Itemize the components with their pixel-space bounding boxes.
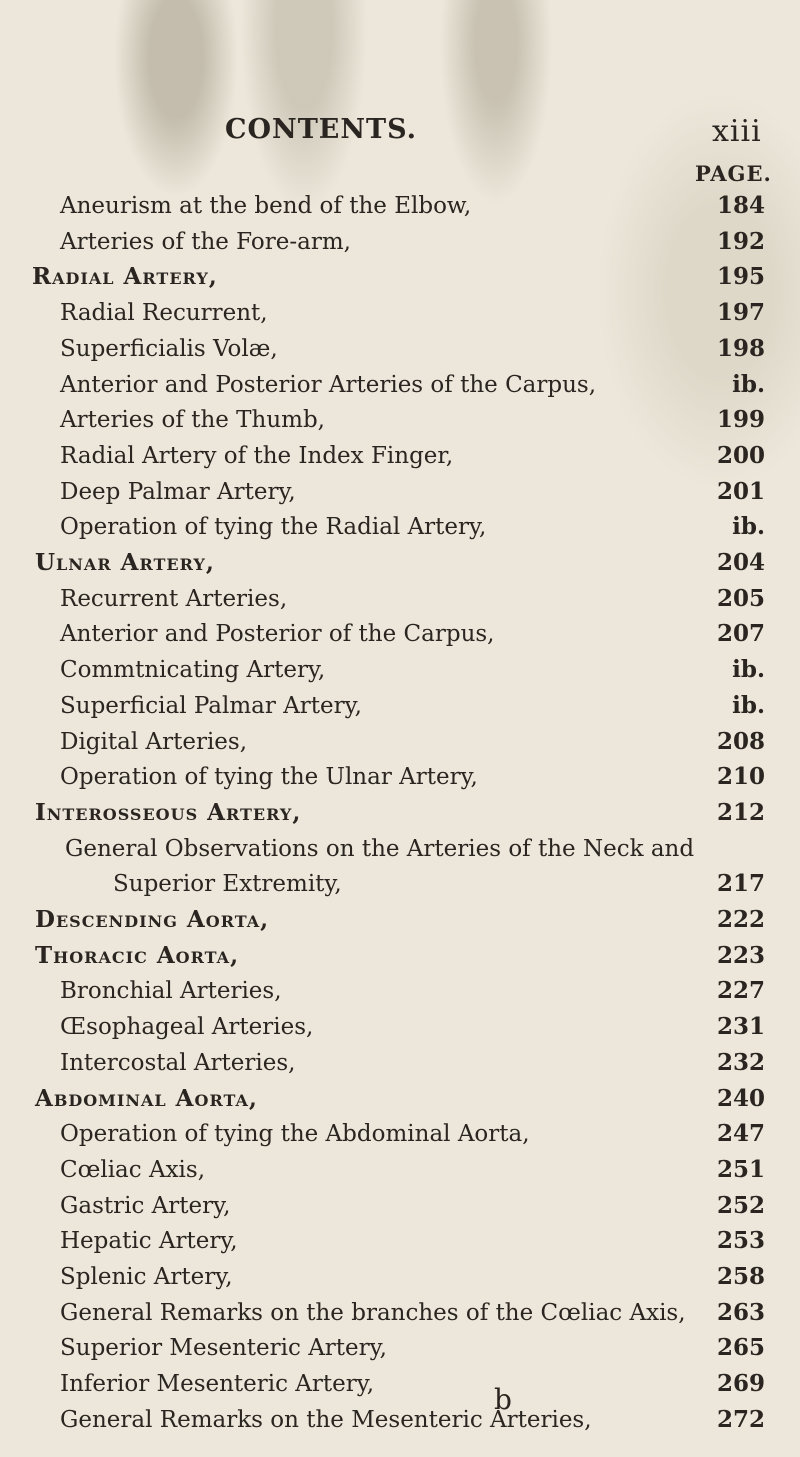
toc-entry (60, 581, 287, 617)
toc-entry-page: 195 (716, 263, 765, 291)
toc-entry-page: 252 (716, 1191, 765, 1219)
toc-entry (60, 1366, 374, 1402)
toc-entry-page: 207 (716, 620, 765, 648)
toc-entry-label: Aneurism at the bend of the Elbow, (60, 193, 472, 219)
toc-entry (32, 259, 218, 295)
toc-entry-label: Radial Recurrent, (60, 300, 268, 327)
toc-entry-page: ib. (732, 513, 765, 541)
toc-entry (60, 367, 596, 403)
toc-entry (35, 938, 239, 974)
toc-entry-page: ib. (732, 370, 765, 398)
toc-entry-page: 200 (716, 441, 765, 469)
toc-entry (65, 831, 694, 867)
toc-entry-label: Deep Palmar Artery, (60, 478, 296, 505)
toc-entry (60, 188, 471, 224)
signature-mark: b (494, 1383, 512, 1416)
toc-entry (60, 1295, 686, 1331)
toc-entry-label: Bronchial Arteries, (60, 978, 282, 1005)
toc-entry (35, 545, 215, 581)
toc-entry-label: Descending Aorta, (35, 906, 270, 933)
toc-entry-label: Cœliac Axis, (60, 1156, 206, 1183)
toc-entry-page: 223 (716, 941, 765, 969)
toc-entry-page: 231 (716, 1013, 765, 1041)
toc-entry-label: Anterior and Posterior of the Carpus, (60, 621, 495, 648)
toc-entry-page: 208 (716, 727, 765, 755)
toc-entry (60, 1116, 530, 1152)
toc-entry-page: 263 (716, 1298, 765, 1326)
toc-entry (35, 902, 269, 938)
page-column-label: PAGE. (695, 161, 772, 186)
toc-entry-label: Superior Mesenteric Artery, (60, 1335, 387, 1362)
toc-entry-label: Splenic Artery, (60, 1264, 233, 1290)
toc-entry (60, 1188, 230, 1224)
toc-entry-label: Abdominal Aorta, (35, 1084, 258, 1112)
toc-entry-label: General Remarks on the Mesenteric Arteries, (60, 1406, 592, 1433)
toc-entry (60, 331, 278, 367)
toc-entry-label: General Remarks on the branches of the Cœliac Axis, (60, 1299, 686, 1326)
toc-entry-label: Anterior and Posterior Arteries of the Carpus, (60, 371, 597, 398)
toc-entry-label: Recurrent Arteries, (60, 585, 288, 612)
toc-entry-label: Inferior Mesenteric Artery, (60, 1371, 375, 1398)
toc-entry (35, 1081, 258, 1117)
toc-entry-label: Gastric Artery, (60, 1192, 231, 1219)
toc-entry-page: 272 (716, 1405, 765, 1433)
toc-entry (60, 616, 495, 652)
toc-entry (60, 652, 325, 688)
toc-entry-page: ib. (732, 656, 765, 684)
toc-entry-page: 212 (716, 798, 765, 826)
running-head (0, 114, 800, 154)
toc-entry (60, 509, 486, 545)
toc-entry-label: Interosseous Artery, (35, 798, 302, 826)
toc-entry-page: ib. (732, 691, 765, 719)
toc-entry-page: 204 (716, 549, 765, 576)
toc-entry-label: Œsophageal Arteries, (60, 1014, 314, 1041)
toc-entry (60, 1259, 233, 1295)
toc-entry (60, 1330, 387, 1366)
toc-entry (60, 1045, 295, 1081)
toc-entry (113, 866, 342, 902)
toc-entry-page: 198 (716, 334, 765, 362)
toc-entry-page: 210 (716, 763, 765, 791)
toc-entry-label: Arteries of the Fore-arm, (60, 228, 351, 255)
toc-entry-page: 258 (716, 1263, 765, 1290)
toc-entry (60, 973, 282, 1009)
toc-entry-page: 184 (716, 192, 765, 219)
toc-entry-page: 269 (716, 1370, 765, 1398)
toc-entry (35, 795, 301, 831)
toc-entry (60, 224, 351, 260)
toc-entry-label: Radial Artery of the Index Finger, (60, 442, 454, 469)
toc-entry-page: 253 (716, 1227, 765, 1255)
toc-entry (60, 1223, 238, 1259)
toc-entry-label: Radial Artery, (32, 263, 218, 291)
toc-entry-label: Arteries of the Thumb, (60, 407, 325, 434)
toc-entry (60, 295, 268, 331)
toc-entry (60, 438, 453, 474)
toc-entry-page: 247 (716, 1120, 765, 1148)
toc-entry-label: Thoracic Aorta, (35, 941, 240, 969)
toc-entry-label: Operation of tying the Ulnar Artery, (60, 764, 478, 791)
toc-entry (60, 1009, 313, 1045)
toc-entry-label: Operation of tying the Abdominal Aorta, (60, 1121, 530, 1148)
page-folio: xiii (712, 114, 762, 149)
toc-entry-label: Superior Extremity, (113, 871, 342, 898)
toc-entry-label: Superficial Palmar Artery, (60, 692, 362, 719)
toc-entry-label: General Observations on the Arteries of the Neck and (65, 835, 695, 862)
toc-entry-page: 222 (716, 906, 765, 933)
toc-entry (60, 759, 478, 795)
toc-entry-page: 227 (716, 977, 765, 1005)
toc-entry-page: 265 (716, 1334, 765, 1362)
toc-entry-page: 217 (716, 870, 765, 898)
toc-entry (60, 474, 296, 510)
toc-entry (60, 724, 247, 760)
toc-entry-page: 201 (716, 477, 765, 505)
toc-entry-label: Digital Arteries, (60, 728, 248, 755)
toc-entry (60, 1152, 205, 1188)
toc-entry-label: Ulnar Artery, (35, 549, 215, 576)
toc-entry-page: 205 (716, 584, 765, 612)
toc-entry-page: 192 (716, 227, 765, 255)
toc-entry-page: 199 (716, 406, 765, 434)
toc-entry-label: Superficialis Volæ, (60, 335, 278, 362)
toc-entry-label: Operation of tying the Radial Artery, (60, 514, 487, 541)
toc-entry-label: Commtnicating Artery, (60, 657, 326, 684)
toc-entry-page: 232 (716, 1048, 765, 1076)
toc-entry (60, 402, 325, 438)
running-head-title: CONTENTS. (225, 114, 418, 145)
toc-entry (60, 688, 362, 724)
toc-entry-page: 251 (716, 1155, 765, 1183)
toc-entry-page: 240 (716, 1084, 765, 1112)
toc-entry-label: Intercostal Arteries, (60, 1049, 296, 1076)
toc-entry-label: Hepatic Artery, (60, 1228, 238, 1255)
toc-entry-page: 197 (716, 299, 765, 327)
